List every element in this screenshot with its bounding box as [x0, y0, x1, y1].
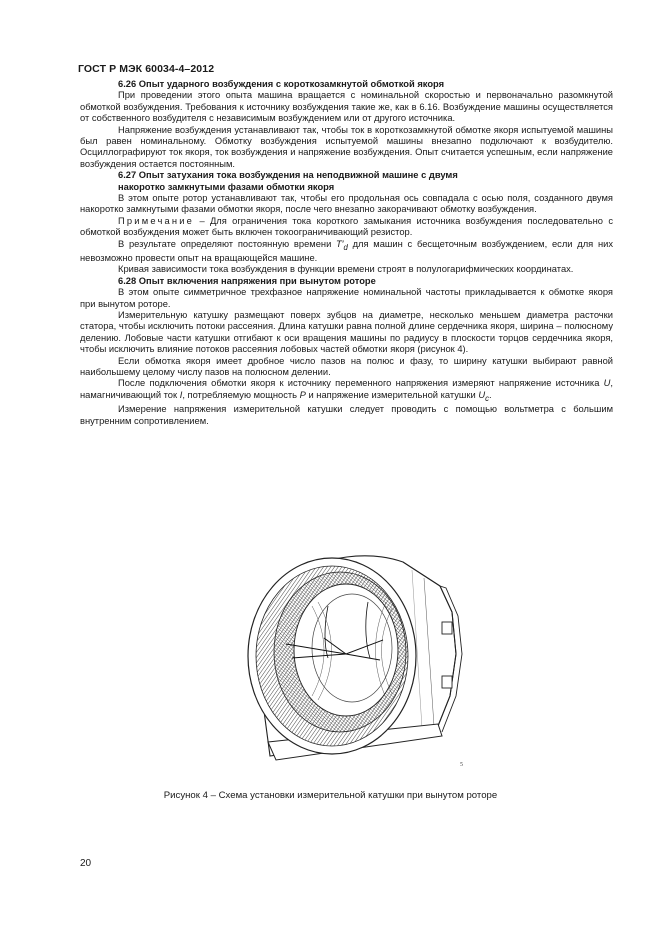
- paragraph: После подключения обмотки якоря к источнику переменного напряжения измеряют напряжение источника U, намагничивающий ток I, потребляемую мощность P и напряжение измерительной катушки $U_c$.: [80, 378, 613, 403]
- paragraph: В результате определяют постоянную времени $T'_d$ для машин с бесщеточным возбуждением, если для них невозможно провести опыт на вращающейся машине.: [80, 238, 614, 263]
- paragraph: Напряжение возбуждения устанавливают так, чтобы ток в короткозамкнутой обмотке якоря испытуемой машины был равен номинальному. Обмотку возбуждения испытуемой машины внезапно подключают к возбудителю. Осциллографируют ток якоря, ток возбуждения и напряжение возбуждения. Опыт считается успешным, если напряжение возбуждения остается постоянным.: [80, 124, 613, 169]
- figure-stator-coil: [228, 546, 484, 774]
- note: [80, 216, 613, 239]
- note-text: – Для ограничения тока короткого замыкания источника возбуждения последовательно с обмоткой возбуждения может быть включен токоограничивающий резистор.: [80, 215, 613, 238]
- note-label: Примечание: [118, 215, 195, 226]
- section-6-27-title: 6.27 Опыт затухания тока возбуждения на неподвижной машине с двумя: [118, 170, 458, 181]
- time-constant-symbol: T′: [336, 238, 344, 249]
- paragraph: Кривая зависимости тока возбуждения в функции времени строят в полулогарифмических координатах.: [118, 264, 574, 275]
- symbol-uc: U: [478, 389, 486, 400]
- symbol-p: P: [299, 389, 306, 400]
- paragraph: Измерительную катушку размещают поверх зубцов на диаметре, несколько меньшем диаметра расточки статора, чтобы исключить потоки рассеяния. Длина катушки равна полной длине сердечника якоря, ширина – полюсному делению. Лобовые части катушки отгибают к оси вращения машины по радиусу в плоскости торцов сердечника якоря, чтобы исключить влияние потоков рассеяния лобовых частей обмотки якоря (рисунок 4).: [80, 309, 613, 355]
- text-body: [80, 79, 613, 427]
- figure-mark: 5: [460, 762, 463, 768]
- symbol-i: I: [179, 389, 183, 400]
- stator-drawing: [228, 546, 484, 774]
- section-6-26-title: 6.26 Опыт ударного возбуждения с короткозамкнутой обмоткой якоря: [118, 79, 445, 89]
- standard-header: ГОСТ Р МЭК 60034-4–2012: [78, 63, 215, 75]
- paragraph: В этом опыте ротор устанавливают так, чтобы его продольная ось совпадала с осью поля, созданного двумя накоротко замкнутыми фазами обмотки якоря, после чего внезапно закорачивают обмотку возбуждения.: [80, 193, 613, 215]
- section-6-28-title: 6.28 Опыт включения напряжения при вынутом роторе: [118, 275, 376, 286]
- section-6-27-title-cont: накоротко замкнутыми фазами обмотки якоря: [118, 181, 335, 192]
- paragraph: Измерение напряжения измерительной катушки следует проводить с помощью вольтметра с большим внутренним сопротивлением.: [80, 404, 613, 426]
- paragraph: В этом опыте симметричное трехфазное напряжение номинальной частоты прикладывается к обмотке якоря при вынутом роторе.: [80, 287, 613, 309]
- symbol-u: U: [603, 378, 611, 389]
- figure-caption: Рисунок 4 – Схема установки измерительной катушки при вынутом роторе: [163, 790, 498, 801]
- paragraph: При проведении этого опыта машина вращается с номинальной скоростью и первоначально разомкнутой обмоткой возбуждения. Требования к источнику возбуждения такие же, как в 6.16. Возбуждение машины осуществляется от собственного возбудителя с независимым возбуждением или от другого источника.: [80, 90, 613, 124]
- paragraph: Если обмотка якоря имеет дробное число пазов на полюс и фазу, то ширину катушки выбирают равной наибольшему целому числу пазов на полюсном делении.: [80, 355, 613, 378]
- page-number: 20: [80, 858, 92, 869]
